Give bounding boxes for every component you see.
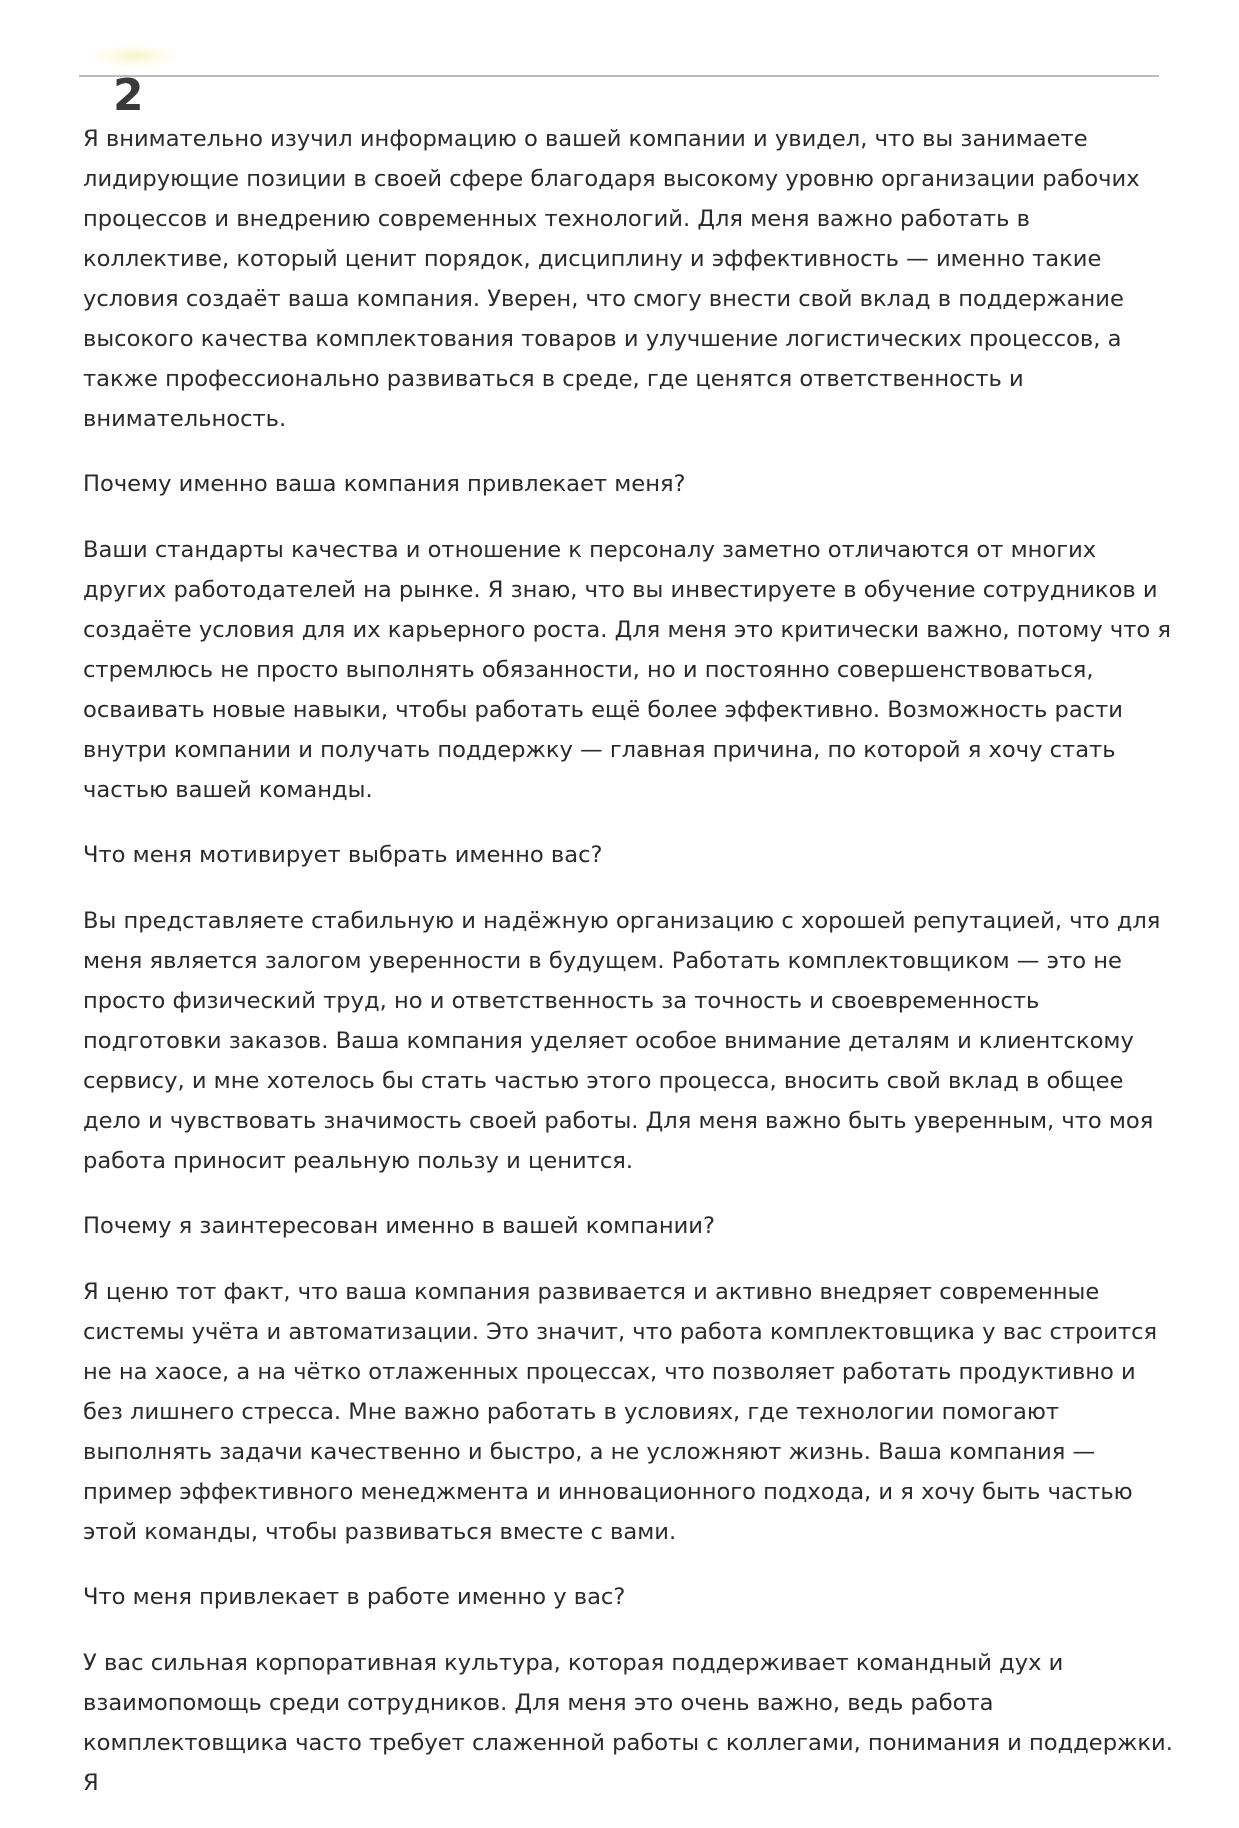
page-number: 2 <box>113 70 144 121</box>
section-question-1: Почему именно ваша компания привлекает меня? <box>83 471 686 497</box>
body-paragraph-3: Вы представляете стабильную и надёжную организацию с хорошей репутацией, что для меня является залогом уверенности в будущем. Работать комплектовщиком — это не просто физический труд, но и ответственность за точность и своевременность подготовки заказов. Ваша компания уделяет особое внимание деталям и клиентскому сервису, и мне хотелось бы стать частью этого процесса, вносить свой вклад в общее дело и чувствовать значимость своей работы. Для меня важно быть уверенным, что моя работа приносит реальную пользу и ценится. <box>83 908 1161 1174</box>
body-paragraph-2: Ваши стандарты качества и отношение к персоналу заметно отличаются от многих других работодателей на рынке. Я знаю, что вы инвестируете в обучение сотрудников и создаёте условия для их карьерного роста. Для меня это критически важно, потому что я стремлюсь не просто выполнять обязанности, но и постоянно совершенствоваться, осваивать новые навыки, чтобы работать ещё более эффективно. Возможность расти внутри компании и получать поддержку — главная причина, по которой я хочу стать частью вашей команды. <box>83 537 1171 803</box>
header-divider <box>79 75 1159 77</box>
body-paragraph-5: У вас сильная корпоративная культура, которая поддерживает командный дух и взаимопомощь среди сотрудников. Для меня это очень важно, ведь работа комплектовщика часто требует слаженной работы с коллегами, понимания и поддержки. Я <box>83 1650 1173 1796</box>
body-paragraph-1: Я внимательно изучил информацию о вашей компании и увидел, что вы занимаете лидирующие позиции в своей сфере благодаря высокому уровню организации рабочих процессов и внедрению современных технологий. Для меня важно работать в коллективе, который ценит порядок, дисциплину и эффективность — именно такие условия создаёт ваша компания. Уверен, что смогу внести свой вклад в поддержание высокого качества комплектования товаров и улучшение логистических процессов, а также профессионально развиваться в среде, где ценятся ответственность и внимательность. <box>83 126 1140 432</box>
section-question-4: Что меня привлекает в работе именно у вас? <box>83 1584 626 1610</box>
document-body <box>83 119 1173 1828</box>
body-paragraph-4: Я ценю тот факт, что ваша компания развивается и активно внедряет современные системы учёта и автоматизации. Это значит, что работа комплектовщика у вас строится не на хаосе, а на чётко отлаженных процессах, что позволяет работать продуктивно и без лишнего стресса. Мне важно работать в условиях, где технологии помогают выполнять задачи качественно и быстро, а не усложняют жизнь. Ваша компания — пример эффективного менеджмента и инновационного подхода, и я хочу быть частью этой команды, чтобы развиваться вместе с вами. <box>83 1279 1158 1545</box>
header-highlight <box>88 44 180 68</box>
section-question-2: Что меня мотивирует выбрать именно вас? <box>83 842 603 868</box>
section-question-3: Почему я заинтересован именно в вашей компании? <box>83 1213 715 1239</box>
